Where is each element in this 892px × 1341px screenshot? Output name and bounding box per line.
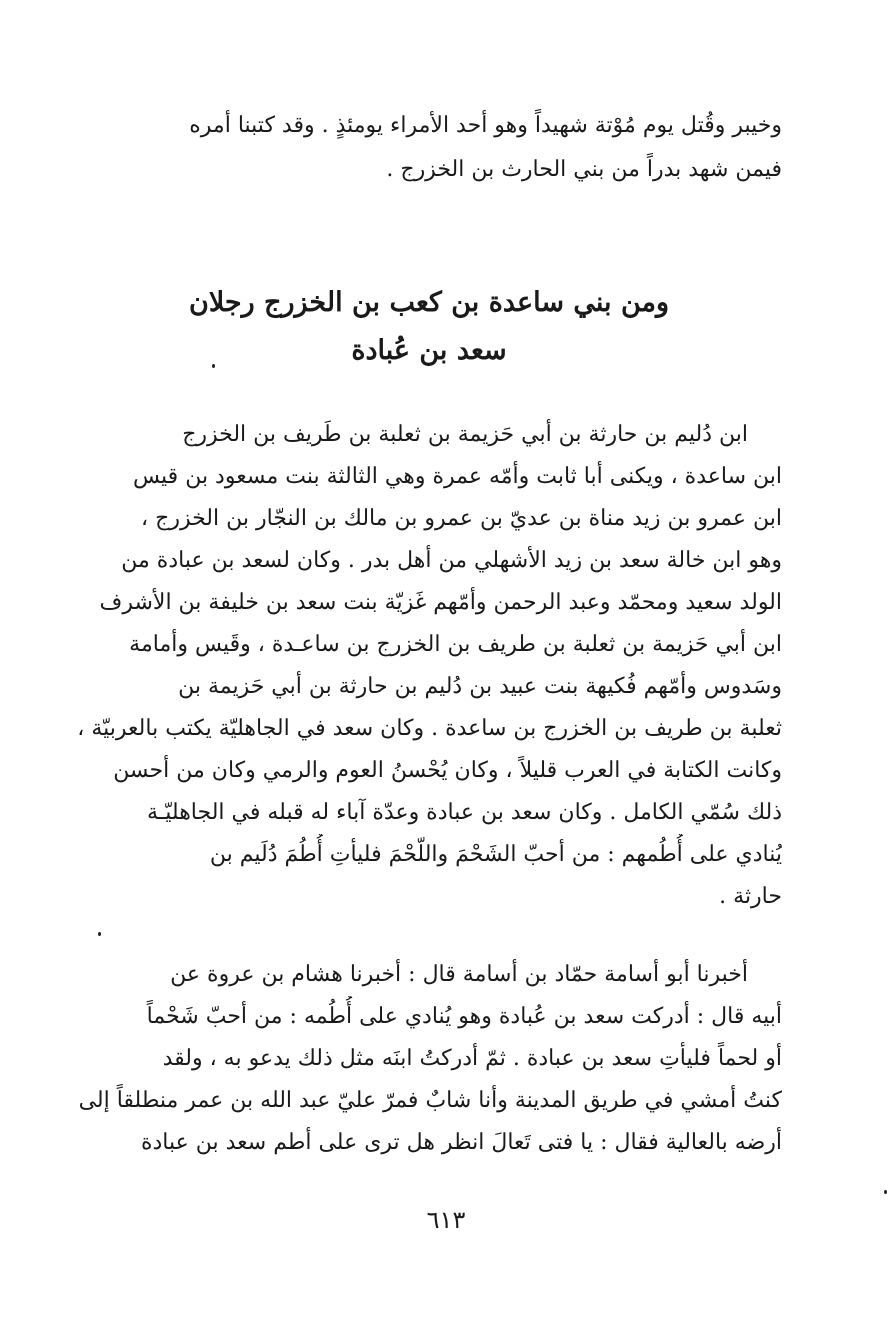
paragraph-hadith [76, 954, 782, 1164]
person-heading: سعد بن عُبادة [351, 335, 507, 366]
text-line: ثعلبة بن طريف بن الخزرج بن ساعدة . وكان سعد في الجاهليّة يكتب بالعربيّة ، [77, 716, 782, 741]
section-heading: ومن بني ساعدة بن كعب بن الخزرج رجلان [188, 287, 669, 318]
text-line: ابن ساعدة ، ويكنى أبا ثابت وأمّه عمرة وهي الثالثة بنت مسعود بن قيس [133, 464, 782, 489]
text-line: وسَدوس وأمّهم فُكيهة بنت عبيد بن دُليم بن حارثة بن أبي حَزيمة بن [178, 674, 782, 699]
paragraph-biography [76, 414, 782, 918]
text-line: ابن أبي حَزيمة بن ثعلبة بن طريف بن الخزرج بن ساعـدة ، وقَيس وأمامة [129, 632, 782, 657]
text-line: فيمن شهد بدراً من بني الحارث بن الخزرج . [386, 157, 782, 182]
scan-speck [98, 932, 101, 936]
text-line: وخيبر وقُتل يوم مُوْتة شهيداً وهو أحد الأمراء يومئذٍ . وقد كتبنا أمره [189, 113, 782, 138]
text-line: وهو ابن خالة سعد بن زيد الأشهلي من أهل بدر . وكان لسعد بن عبادة من [121, 548, 782, 573]
text-line: أرضه بالعالية فقال : يا فتى تَعالَ انظر هل ترى على أطم سعد بن عبادة [140, 1130, 782, 1155]
text-line: أخبرنا أبو أسامة حمّاد بن أسامة قال : أخبرنا هشام بن عروة عن [170, 962, 748, 987]
text-line: ابن عمرو بن زيد مناة بن عديّ بن عمرو بن مالك بن النجّار بن الخزرج ، [141, 506, 782, 531]
scan-speck [884, 1190, 887, 1194]
text-line: ذلك سُمّي الكامل . وكان سعد بن عبادة وعدّة آباء له قبله في الجاهليّـة [147, 800, 782, 825]
paragraph-top [76, 104, 782, 192]
page-number: ٦١٣ [426, 1206, 466, 1234]
scan-speck [212, 364, 215, 368]
text-line: حارثة . [719, 884, 782, 909]
text-line: ابن دُليم بن حارثة بن أبي حَزيمة بن ثعلبة بن طَريف بن الخزرج [182, 422, 748, 447]
text-line: وكانت الكتابة في العرب قليلاً ، وكان يُحْسنُ العوم والرمي وكان من أحسن [113, 758, 782, 783]
text-line: يُنادي على أُطُمهم : من أحبّ الشَحْمَ واللّحْمَ فليأتِ أُطُمَ دُلَيم بن [209, 842, 782, 867]
text-line: الولد سعيد ومحمّد وعبد الرحمن وأمّهم غَزيّة بنت سعد بن خليفة بن الأشرف [99, 590, 782, 615]
text-line: كنتُ أمشي في طريق المدينة وأنا شابٌ فمرّ عليّ عبد الله بن عمر منطلقاً إلى [78, 1088, 782, 1113]
text-line: أبيه قال : أدركت سعد بن عُبادة وهو يُنادي على أُطُمه : من أحبّ شَحْماً [146, 1004, 782, 1029]
text-line: أو لحماً فليأتِ سعد بن عبادة . ثمّ أدركتُ ابنَه مثل ذلك يدعو به ، ولقد [162, 1046, 782, 1071]
